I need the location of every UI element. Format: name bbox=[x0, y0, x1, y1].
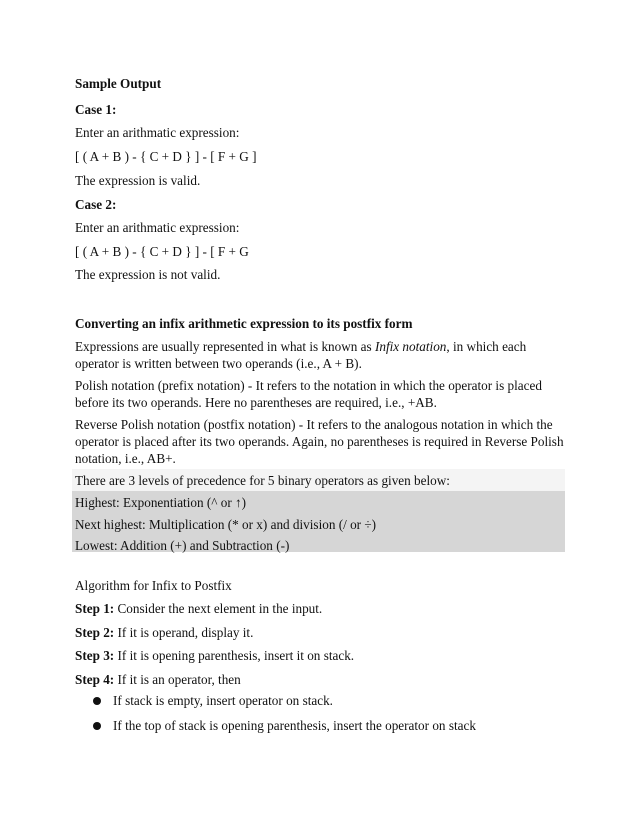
precedence-highest: Highest: Exponentiation (^ or ↑) bbox=[75, 495, 246, 510]
case1-result: The expression is valid. bbox=[75, 173, 201, 188]
precedence-lowest: Lowest: Addition (+) and Subtraction (-) bbox=[75, 538, 290, 553]
infix-paragraph: Expressions are usually represented in what is known as Infix notation, in which each operator is written between two operands (i.e., A + B). bbox=[75, 339, 527, 371]
algorithm-step-1: Step 1: Consider the next element in the input. bbox=[75, 601, 323, 616]
reverse-polish-paragraph: Reverse Polish notation (postfix notation) - It refers to the analogous notation in which the operator is placed after its two operands. Again, no parentheses is required in Reverse Polish notation, i.e., AB+. bbox=[75, 417, 564, 466]
bullet-icon bbox=[93, 722, 101, 730]
algorithm-title: Algorithm for Infix to Postfix bbox=[75, 578, 232, 593]
case2-label: Case 2: bbox=[75, 197, 117, 212]
converting-heading: Converting an infix arithmetic expression to its postfix form bbox=[75, 316, 413, 331]
precedence-intro: There are 3 levels of precedence for 5 binary operators as given below: bbox=[75, 473, 450, 488]
case1-label: Case 1: bbox=[75, 102, 117, 117]
algorithm-step-2: Step 2: If it is operand, display it. bbox=[75, 625, 254, 640]
algorithm-step-4: Step 4: If it is an operator, then bbox=[75, 672, 241, 687]
case2-prompt: Enter an arithmatic expression: bbox=[75, 220, 240, 235]
infix-notation-term: Infix notation bbox=[374, 339, 447, 354]
sample-output-heading: Sample Output bbox=[75, 76, 162, 91]
case2-result: The expression is not valid. bbox=[75, 267, 221, 282]
case1-expression: [ ( A + B ) - { C + D } ] - [ F + G ] bbox=[75, 149, 257, 164]
case2-expression: [ ( A + B ) - { C + D } ] - [ F + G bbox=[75, 244, 249, 259]
case1-prompt: Enter an arithmatic expression: bbox=[75, 125, 240, 140]
precedence-next-highest: Next highest: Multiplication (* or x) and division (/ or ÷) bbox=[75, 517, 376, 532]
bullet-item: If the top of stack is opening parenthesis, insert the operator on stack bbox=[113, 718, 476, 733]
polish-notation-paragraph: Polish notation (prefix notation) - It refers to the notation in which the operator is placed before its two operands. Here no parentheses are required, i.e., +AB. bbox=[75, 378, 542, 410]
bullet-icon bbox=[93, 697, 101, 705]
algorithm-step-3: Step 3: If it is opening parenthesis, insert it on stack. bbox=[75, 648, 355, 663]
bullet-item: If stack is empty, insert operator on stack. bbox=[113, 693, 333, 708]
